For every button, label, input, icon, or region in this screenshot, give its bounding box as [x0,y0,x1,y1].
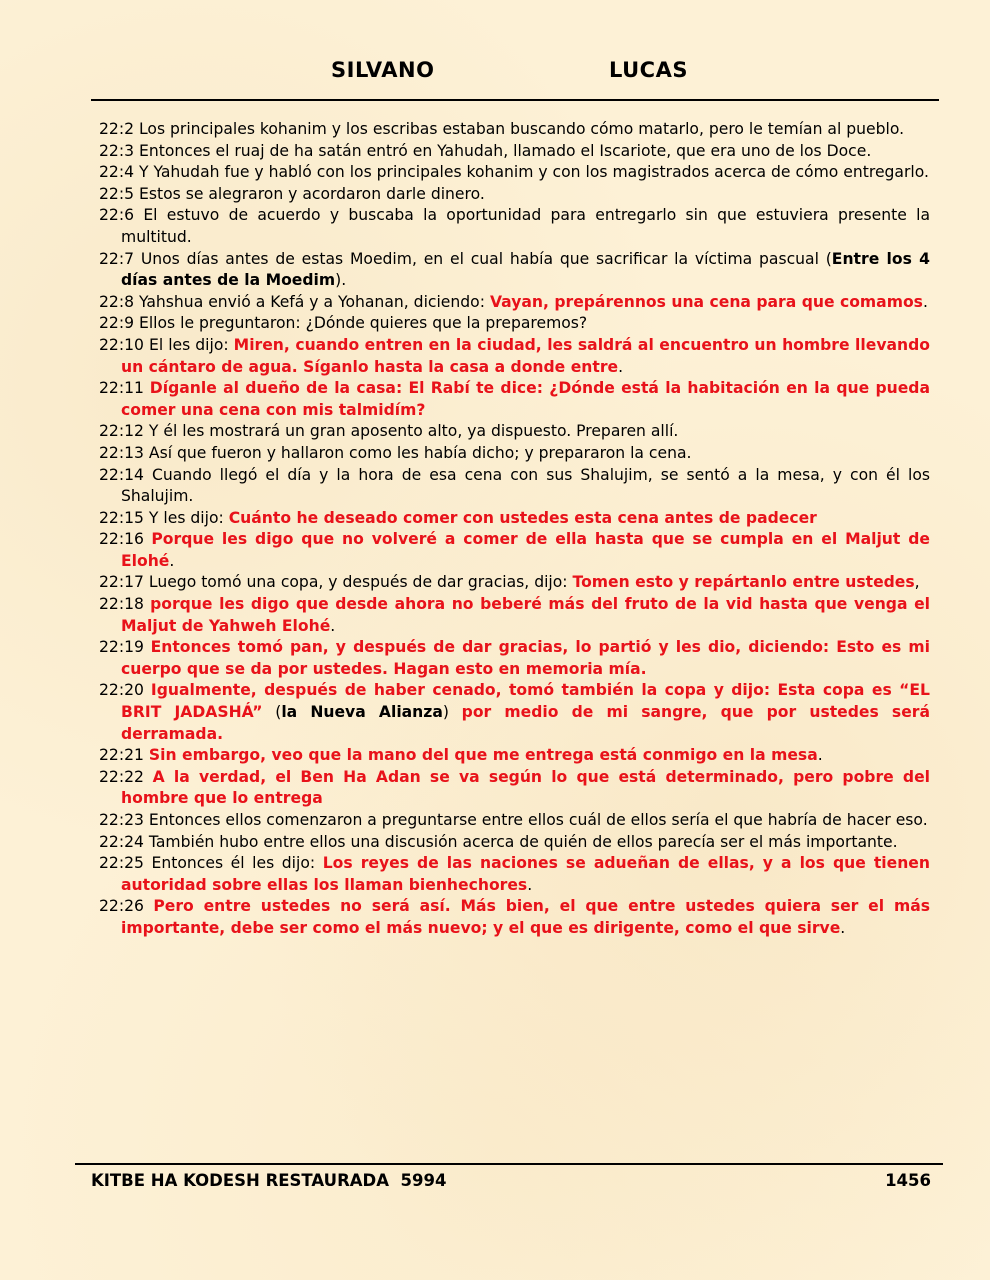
verse-red-text: porque les digo que desde ahora no beberé más del fruto de la vid hasta que venga el Maljut de Yahweh Elohé [121,595,930,635]
verse-text: . [922,292,928,311]
verse-text: Estos se alegraron y acordaron darle dinero. [134,184,485,203]
verse-reference: 22:22 [99,767,144,786]
verse [99,184,930,206]
verse-red-text: Los reyes de las naciones se adueñan de ellas, y a los que tienen autoridad sobre ellas los llaman bienhechores [121,854,930,894]
verse [99,119,930,141]
verse-text: , [914,573,920,592]
verse-reference: 22:4 [99,163,135,182]
verse-reference: 22:3 [99,141,135,160]
verse-reference: 22:15 [99,508,144,527]
verse [99,162,930,184]
verse-text: Y él les mostrará un gran aposento alto, ya dispuesto. Preparen allí. [143,422,679,441]
verse [99,853,930,896]
header-left-title: SILVANO [331,58,435,82]
verse-text: Los principales kohanim y los escribas estaban buscando cómo matarlo, pero le temían al pueblo. [134,120,905,138]
verse-reference: 22:8 [99,292,135,311]
verse-reference: 22:13 [99,443,144,462]
verse [99,421,930,443]
verse-red-text: Tomen esto y repártanlo entre ustedes [572,573,915,592]
verse-text: ( [262,703,282,722]
verse-reference: 22:24 [99,832,144,851]
page-header [0,58,990,92]
verse-red-text: Sin embargo, veo que la mano del que me entrega está conmigo en la mesa [148,746,818,765]
verse-text: Entonces ellos comenzaron a preguntarse entre ellos cuál de ellos sería el que habría de hacer eso. [143,811,928,829]
verse [99,896,930,939]
verse-text: . [330,616,336,635]
verse [99,745,930,767]
verse-list [99,119,930,940]
verse-text: . [527,875,533,894]
verse-reference: 22:12 [99,422,144,441]
verse-text: Y les dijo: [143,508,229,527]
verse-text: Así que fueron y hallaron como les había dicho; y prepararon la cena. [143,443,692,462]
verse-text: El estuvo de acuerdo y buscaba la oportunidad para entregarlo sin que estuviera presente la multitud. [121,206,930,246]
verse-text: El les dijo: [143,335,234,354]
verse-text: Luego tomó una copa, y después de dar gracias, dijo: [143,573,573,592]
verse [99,443,930,465]
verse [99,378,930,421]
verse [99,810,930,832]
verse [99,832,930,854]
verse-reference: 22:10 [99,335,144,354]
verse-red-text: Entonces tomó pan, y después de dar gracias, lo partió y les dio, diciendo: Esto es mi cuerpo que se da por ustedes. Hagan esto en memoria mía. [121,638,930,678]
verse-reference: 22:9 [99,314,135,333]
verse-text: Ellos le preguntaron: ¿Dónde quieres que la preparemos? [134,314,588,333]
verse-text: Entonces el ruaj de ha satán entró en Yahudah, llamado el Iscariote, que era uno de los Doce. [134,141,872,160]
verse-red-text: Vayan, prepárennos una cena para que comamos [489,292,923,311]
verse-text [144,768,153,786]
verse-reference: 22:19 [99,638,144,657]
verse-text: ). [335,271,347,290]
verse-red-text: Cuánto he deseado comer con ustedes esta cena antes de padecer [228,508,817,527]
verse-reference: 22:2 [99,120,135,138]
verse-text [144,638,151,656]
verse [99,594,930,637]
verse-text: . [169,551,175,570]
verse [99,313,930,335]
verse-reference: 22:14 [99,465,144,484]
verse [99,529,930,572]
verse-text: Unos días antes de estas Moedim, en el cual había que sacrificar la víctima pascual ( [134,249,832,268]
header-rule [91,99,939,101]
verse-reference: 22:18 [99,595,144,614]
verse-bold-text: Entre los 4 días antes de la Moedim [121,249,930,290]
verse-red-text: Porque les digo que no volveré a comer de ella hasta que se cumpla en el Maljut de Elohé [121,530,930,570]
verse [99,508,930,530]
verse-text: . [817,746,823,765]
verse-reference: 22:17 [99,573,144,592]
verse-text: . [618,357,624,376]
verse-red-text: Díganle al dueño de la casa: El Rabí te dice: ¿Dónde está la habitación en la que pueda comer una cena con mis talmidím? [121,379,930,419]
verse-reference: 22:25 [99,854,144,873]
verse-text: . [840,918,846,937]
verse-text: ) [442,703,462,722]
verse-reference: 22:23 [99,811,144,829]
verse-text: Entonces él les dijo: [143,854,323,873]
verse [99,680,930,745]
verse-text: Cuando llegó el día y la hora de esa cena con sus Shalujim, se sentó a la mesa, y con él los Shalujim. [121,465,930,506]
verse-reference: 22:26 [99,897,144,916]
verse-bold-text: la Nueva Alianza [281,703,443,722]
footer-rule [75,1163,943,1165]
verse-red-text: por medio de mi sangre, que por ustedes será derramada. [121,703,930,743]
verse-text: También hubo entre ellos una discusión acerca de quién de ellos parecía ser el más importante. [143,832,898,851]
verse-text: Yahshua envió a Kefá y a Yohanan, diciendo: [134,292,490,311]
verse [99,637,930,680]
verse [99,767,930,810]
verse-reference: 22:7 [99,249,135,268]
verse-text [144,681,151,699]
verse-text: Y Yahudah fue y habló con los principales kohanim y con los magistrados acerca de cómo entregarlo. [134,163,929,182]
verse-reference: 22:11 [99,379,144,398]
footer-book-title: KITBE HA KODESH RESTAURADA 5994 [91,1171,447,1190]
verse [99,465,930,508]
verse [99,141,930,163]
verse-red-text: Pero entre ustedes no será así. Más bien, el que entre ustedes quiera ser el más importante, debe ser como el más nuevo; y el que es dirigente, como el que sirve [121,897,930,937]
verse-reference: 22:16 [99,530,144,549]
verse [99,335,930,378]
verse-reference: 22:20 [99,681,144,700]
verse [99,249,930,292]
verse-red-text: Igualmente, después de haber cenado, tomó también la copa y dijo: Esta copa es “EL BRIT JADASHÁ” [121,681,930,722]
verse [99,205,930,248]
verse [99,572,930,594]
verse-reference: 22:6 [99,206,135,225]
verse-reference: 22:21 [99,746,144,765]
footer-page-number: 1456 [885,1171,931,1190]
header-right-title: LUCAS [609,58,688,82]
verse-red-text: Miren, cuando entren en la ciudad, les saldrá al encuentro un hombre llevando un cántaro de agua. Síganlo hasta la casa a donde entre [121,335,930,376]
verse-reference: 22:5 [99,184,135,203]
verse [99,292,930,314]
verse-red-text: A la verdad, el Ben Ha Adan se va según lo que está determinado, pero pobre del hombre que lo entrega [121,767,930,808]
verse-text [144,897,153,915]
